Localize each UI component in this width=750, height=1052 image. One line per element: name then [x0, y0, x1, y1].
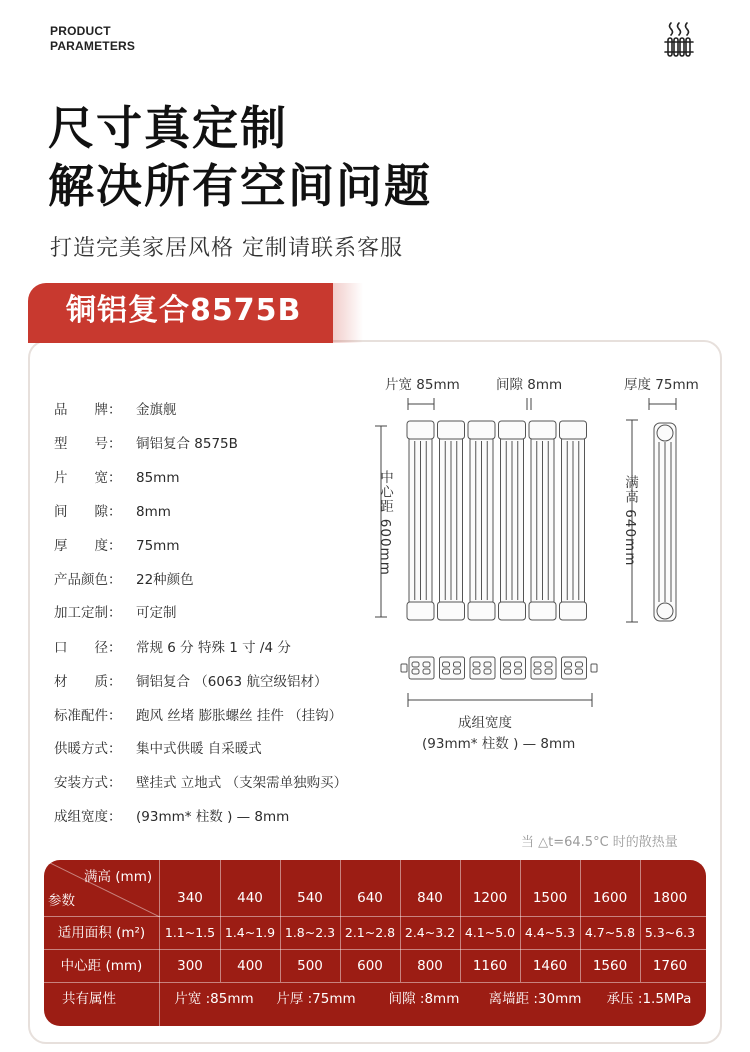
- spec-value: 75mm: [136, 538, 180, 554]
- spec-label: 厚 度：: [54, 538, 122, 554]
- spec-label: 成组宽度：: [54, 809, 122, 825]
- spec-label: 材 质：: [54, 674, 122, 690]
- spec-row-install: [54, 773, 347, 793]
- spec-label: 标准配件：: [54, 708, 122, 724]
- center-distance-cell: 300: [177, 958, 203, 974]
- row-label-center-distance: 中心距 (mm): [60, 958, 143, 974]
- spec-row-color: [54, 570, 194, 590]
- dim-group-width-title: 成组宽度: [458, 715, 512, 731]
- table-corner-diagonal: [44, 860, 160, 917]
- height-cell: 1500: [532, 890, 568, 906]
- height-cell: 840: [417, 890, 443, 906]
- area-cell: 4.1~5.0: [464, 925, 516, 940]
- area-cell: 5.3~6.3: [644, 925, 696, 940]
- dim-full-height: 满高 640mm: [622, 475, 638, 567]
- spec-row-caliber: [54, 638, 291, 658]
- spec-label: 品 牌：: [54, 402, 122, 418]
- brand-label: [50, 24, 135, 54]
- height-cell: 440: [237, 890, 263, 906]
- spec-row-custom: [54, 603, 177, 623]
- table-corner-bottom: 参数: [48, 893, 75, 909]
- area-cell: 1.1~1.5: [164, 925, 216, 940]
- brand-line-1: PRODUCT: [50, 24, 111, 38]
- brand-line-2: PARAMETERS: [50, 39, 136, 53]
- area-cell: 4.4~5.3: [524, 925, 576, 940]
- center-distance-cell: 800: [417, 958, 443, 974]
- common-attr: 片宽 :85mm: [174, 991, 254, 1007]
- headline-subtitle: 打造完美家居风格 定制请联系客服: [50, 236, 403, 261]
- area-cell: 2.4~3.2: [404, 925, 456, 940]
- headline-line-2: 解决所有空间问题: [48, 159, 432, 213]
- common-attr: 间隙 :8mm: [388, 991, 460, 1007]
- spec-value: 壁挂式 立地式 （支架需单独购买）: [136, 775, 348, 791]
- center-distance-cell: 500: [297, 958, 323, 974]
- spec-row-group-width: [54, 807, 289, 827]
- spec-label: 加工定制：: [54, 605, 122, 621]
- common-attr: 离墙距 :30mm: [488, 991, 582, 1007]
- dim-gap: 间隙 8mm: [496, 377, 563, 393]
- spec-value: (93mm* 柱数 ) — 8mm: [136, 809, 290, 825]
- headline-line-1: 尺寸真定制: [48, 101, 288, 155]
- center-distance-cell: 1760: [652, 958, 688, 974]
- spec-value: 铜铝复合 （6063 航空级铝材）: [136, 674, 328, 690]
- height-cell: 1800: [652, 890, 688, 906]
- dim-thickness: 厚度 75mm: [624, 377, 699, 393]
- row-label-common: 共有属性: [62, 991, 116, 1007]
- spec-label: 口 径：: [54, 640, 122, 656]
- model-tab-fade: [333, 283, 363, 343]
- area-cell: 1.8~2.3: [284, 925, 336, 940]
- spec-row-model: [54, 434, 238, 454]
- spec-value: 集中式供暖 自采暖式: [136, 741, 262, 757]
- common-attr: 承压 :1.5MPa: [606, 991, 692, 1007]
- area-cell: 1.4~1.9: [224, 925, 276, 940]
- spec-row-material: [54, 672, 327, 692]
- height-cell: 640: [357, 890, 383, 906]
- spec-value: 跑风 丝堵 膨胀螺丝 挂件 （挂钩）: [136, 708, 343, 724]
- spec-label: 安装方式：: [54, 775, 122, 791]
- height-cell: 540: [297, 890, 323, 906]
- dim-group-width-formula: (93mm* 柱数 ) — 8mm: [422, 736, 576, 752]
- spec-label: 间 隙：: [54, 504, 122, 520]
- spec-value: 金旗舰: [136, 402, 177, 418]
- spec-value: 常规 6 分 特殊 1 寸 /4 分: [136, 640, 291, 656]
- spec-label: 型 号：: [54, 436, 122, 452]
- spec-row-accessories: [54, 706, 342, 726]
- spec-row-thickness: [54, 536, 179, 556]
- spec-label: 片 宽：: [54, 470, 122, 486]
- spec-row-piece-width: [54, 468, 179, 488]
- spec-value: 85mm: [136, 470, 180, 486]
- heating-icon: [662, 20, 696, 58]
- model-name: 铜铝复合8575B: [66, 293, 302, 328]
- spec-row-heating: [54, 739, 262, 759]
- center-distance-cell: 600: [357, 958, 383, 974]
- spec-value: 22种颜色: [136, 572, 194, 588]
- table-corner-top: 满高 (mm): [84, 869, 153, 885]
- spec-row-gap: [54, 502, 171, 522]
- spec-value: 8mm: [136, 504, 171, 520]
- area-cell: 4.7~5.8: [584, 925, 636, 940]
- height-cell: 1200: [472, 890, 508, 906]
- height-cell: 340: [177, 890, 203, 906]
- center-distance-cell: 1460: [532, 958, 568, 974]
- heat-dissipation-note: 当 △t=64.5°C 时的散热量: [521, 835, 678, 850]
- row-label-area: 适用面积 (m²): [57, 925, 146, 941]
- area-cell: 2.1~2.8: [344, 925, 396, 940]
- center-distance-cell: 1160: [472, 958, 508, 974]
- center-distance-cell: 1560: [592, 958, 628, 974]
- dim-center-distance: 中心距 600mm: [377, 470, 393, 576]
- dim-piece-width: 片宽 85mm: [385, 377, 460, 393]
- center-distance-cell: 400: [237, 958, 263, 974]
- parameter-table: [44, 860, 706, 1026]
- spec-label: 供暖方式：: [54, 741, 122, 757]
- height-cell: 1600: [592, 890, 628, 906]
- common-attr: 片厚 :75mm: [276, 991, 356, 1007]
- spec-value: 可定制: [136, 605, 177, 621]
- spec-row-brand: [54, 400, 177, 420]
- spec-label: 产品颜色：: [54, 572, 122, 588]
- spec-value: 铜铝复合 8575B: [136, 436, 238, 452]
